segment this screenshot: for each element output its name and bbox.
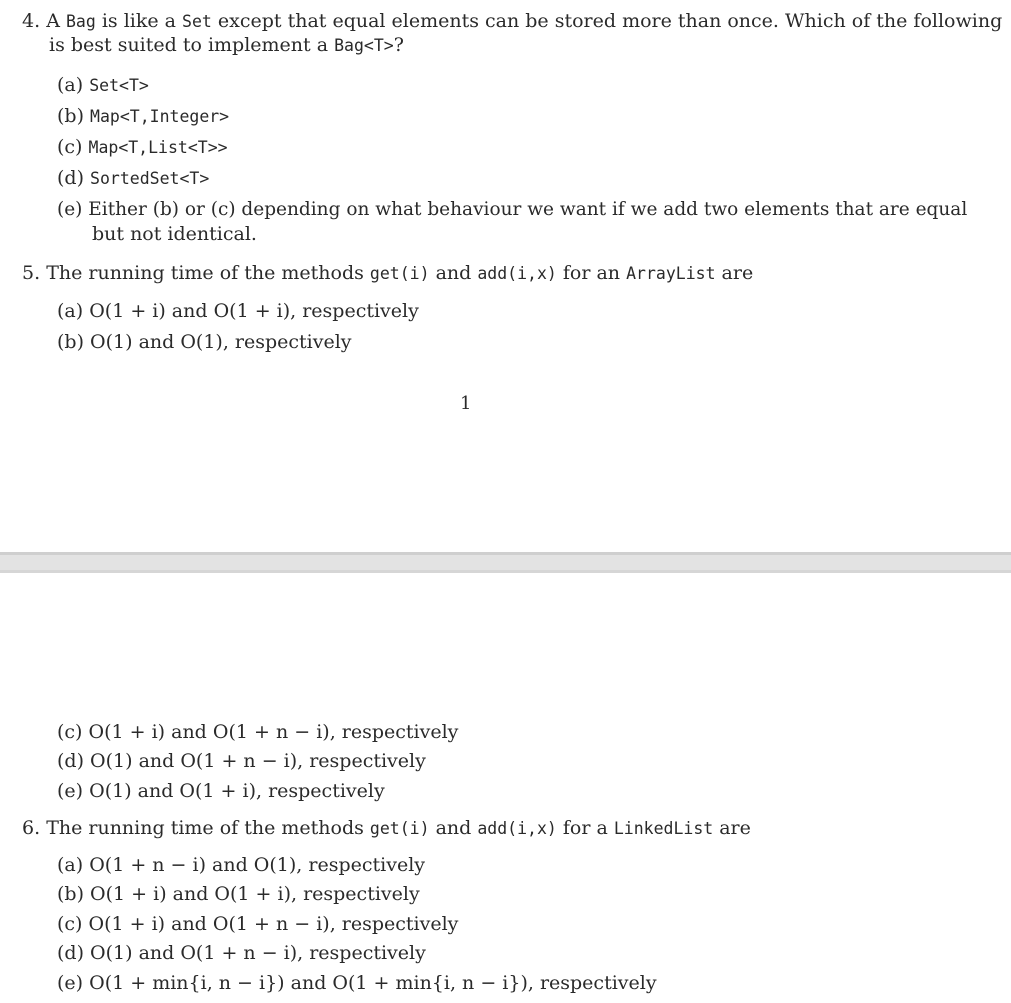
page-number: 1 [460, 393, 472, 414]
option-6a: (a) O(1 + n − i) and O(1), respectively [57, 854, 426, 876]
option-5b: (b) O(1) and O(1), respectively [57, 331, 352, 353]
code-arraylist: ArrayList [626, 264, 716, 283]
question-6-text: 6. The running time of the methods get(i) and add(i,x) for a LinkedList are [22, 817, 751, 839]
option-5a: (a) O(1 + i) and O(1 + i), respectively [57, 300, 419, 322]
option-4e-line-2: but not identical. [92, 223, 257, 245]
question-4-line-1: 4. A Bag is like a Set except that equal elements can be stored more than once. Which of the following [22, 10, 1003, 32]
option-4b: (b) Map<T,Integer> [57, 105, 230, 127]
option-4c: (c) Map<T,List<T>> [57, 136, 228, 158]
code-bag-t: Bag<T> [334, 36, 394, 55]
option-5d: (d) O(1) and O(1 + n − i), respectively [57, 750, 426, 772]
option-6b: (b) O(1 + i) and O(1 + i), respectively [57, 883, 420, 905]
code-add: add(i,x) [477, 819, 557, 838]
page-separator-edge-top [0, 552, 1011, 555]
option-5c: (c) O(1 + i) and O(1 + n − i), respectively [57, 721, 459, 743]
question-number: 5. [22, 262, 41, 284]
code-bag: Bag [65, 12, 96, 31]
option-4d: (d) SortedSet<T> [57, 167, 210, 189]
question-4-line-2: is best suited to implement a Bag<T>? [49, 34, 404, 56]
option-6c: (c) O(1 + i) and O(1 + n − i), respectively [57, 913, 459, 935]
option-6d: (d) O(1) and O(1 + n − i), respectively [57, 942, 426, 964]
code-get: get(i) [369, 264, 430, 283]
question-number: 6. [22, 817, 41, 839]
option-4e-line-1: (e) Either (b) or (c) depending on what behaviour we want if we add two elements that are equal [57, 199, 968, 220]
question-number: 4. [22, 10, 41, 32]
code-add: add(i,x) [477, 264, 557, 283]
code-get: get(i) [369, 819, 430, 838]
option-4a: (a) Set<T> [57, 74, 149, 96]
option-6e: (e) O(1 + min{i, n − i}) and O(1 + min{i, n − i}), respectively [57, 972, 657, 994]
option-5e: (e) O(1) and O(1 + i), respectively [57, 780, 385, 802]
code-set: Set [182, 12, 212, 31]
document-page-2 [0, 573, 1011, 1003]
question-5-text: 5. The running time of the methods get(i) and add(i,x) for an ArrayList are [22, 262, 754, 284]
code-linkedlist: LinkedList [613, 819, 714, 838]
